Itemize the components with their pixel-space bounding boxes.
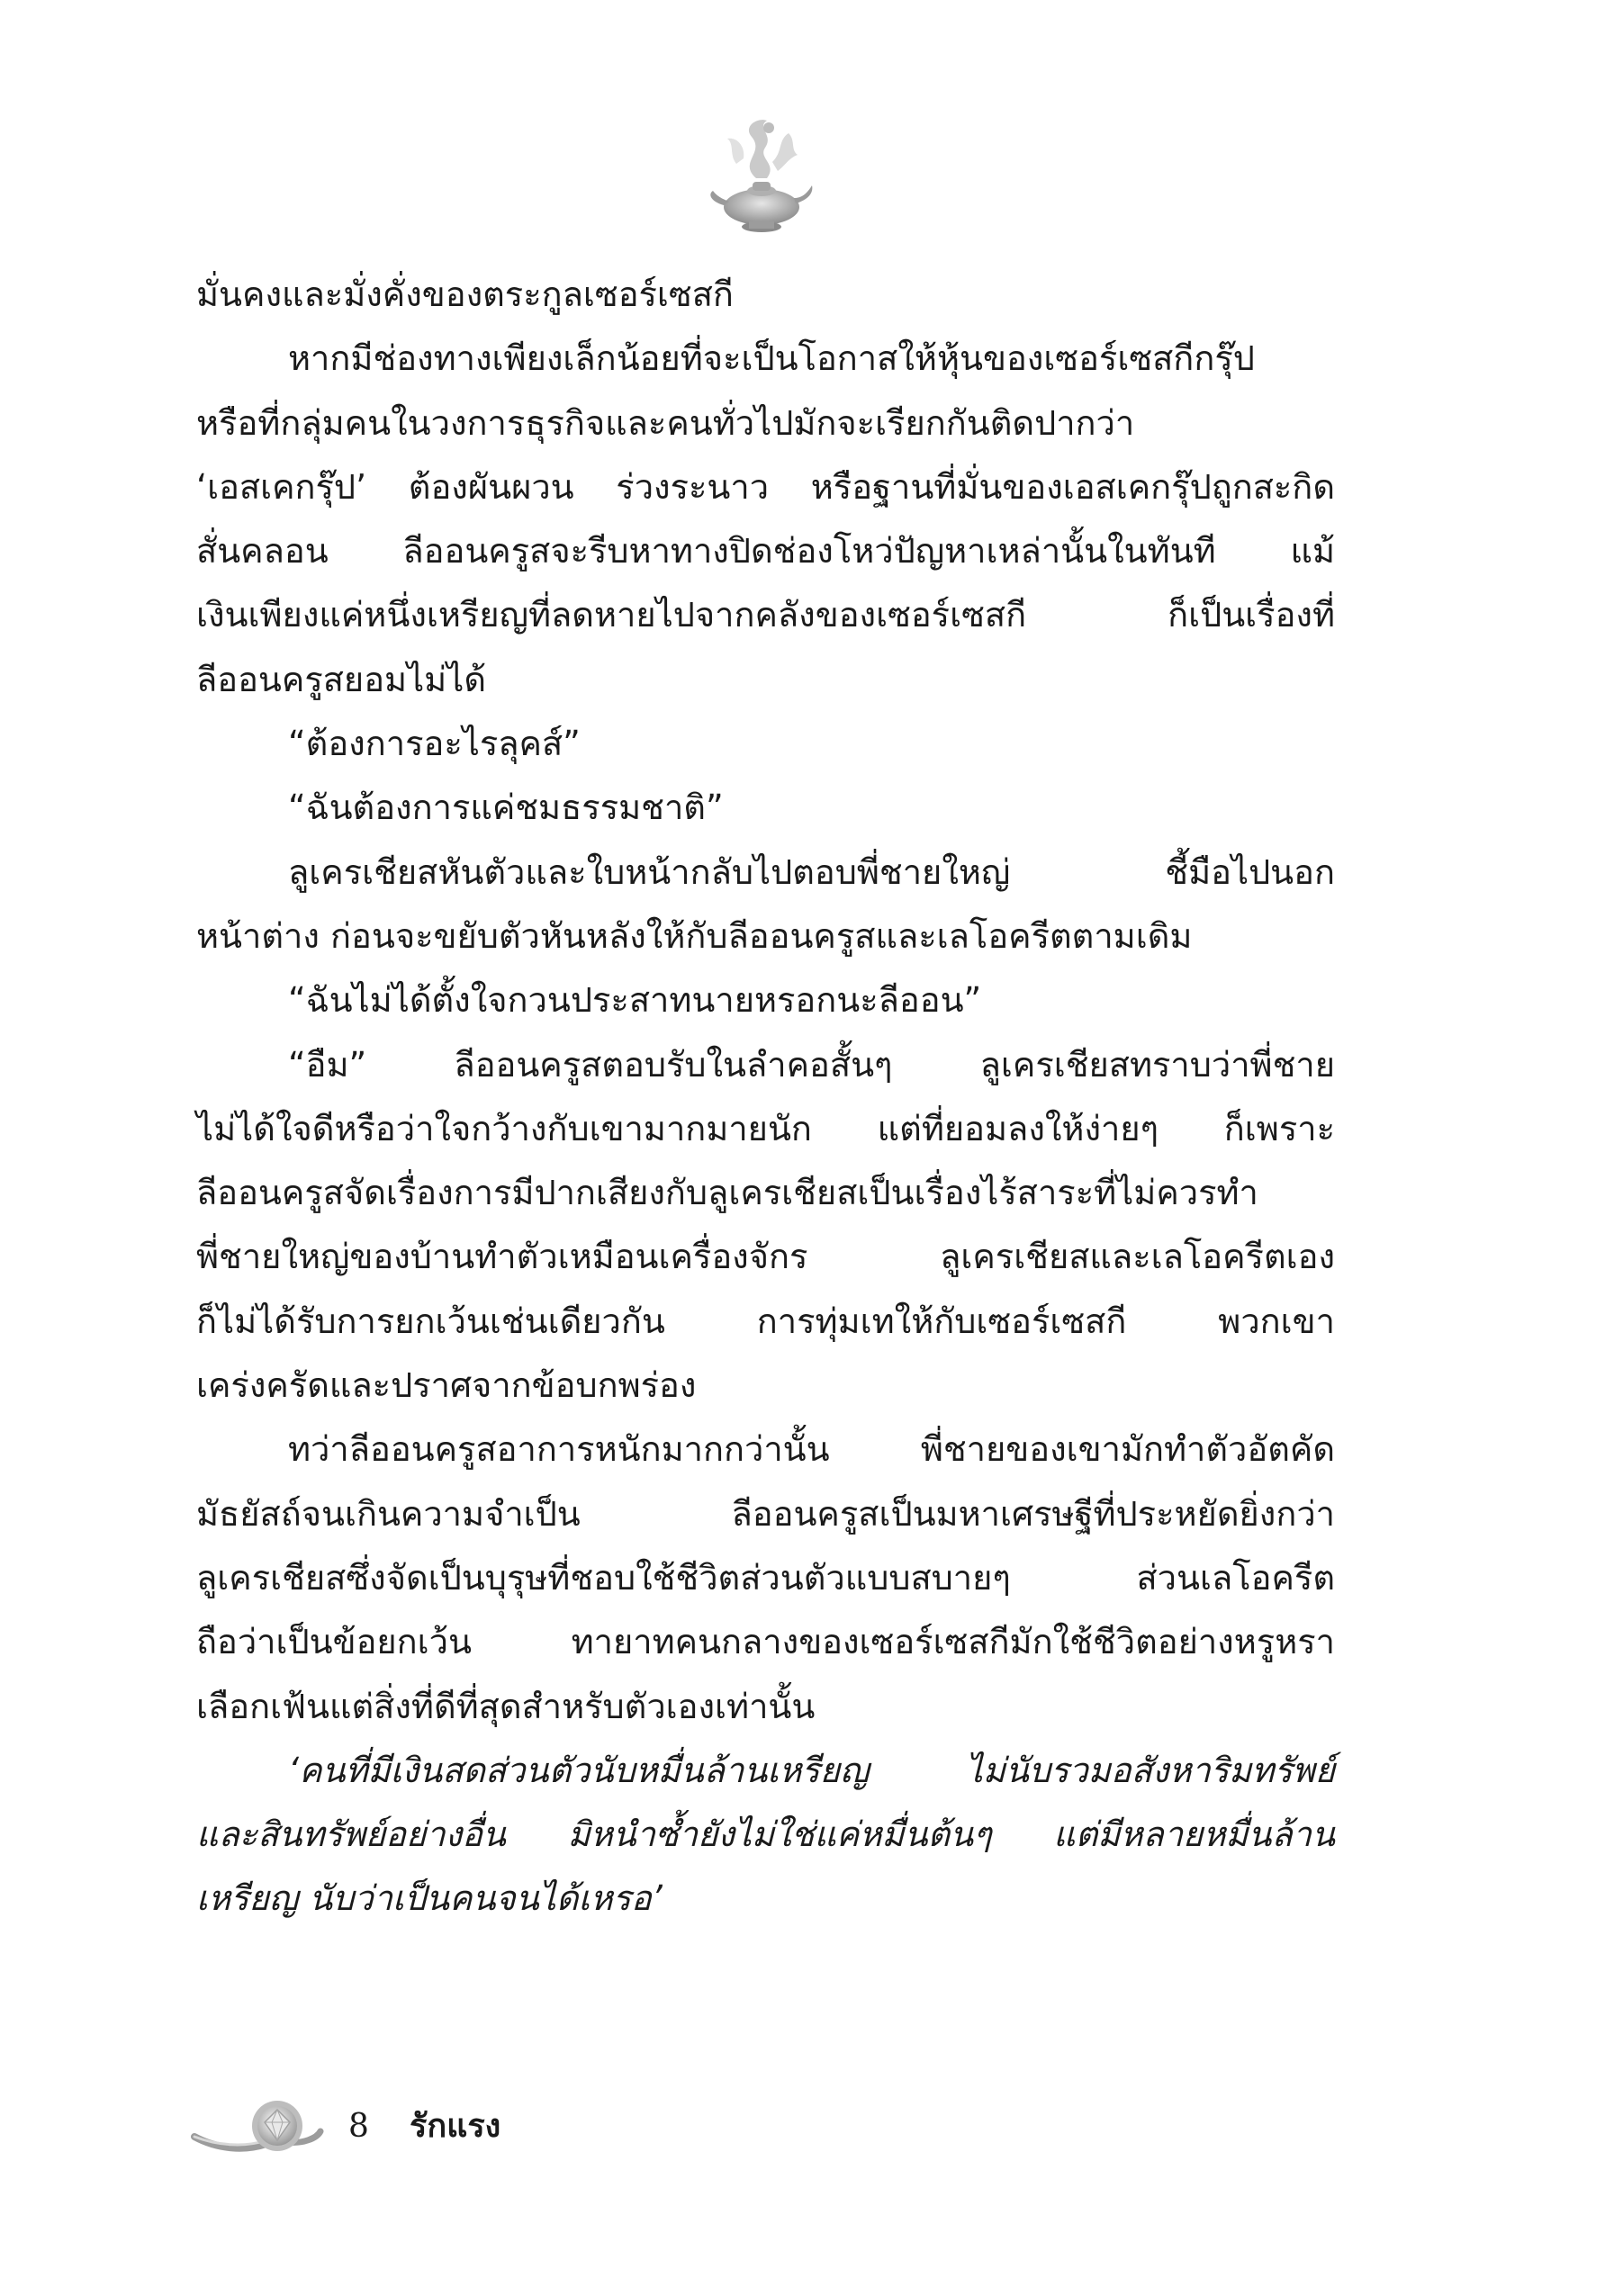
paragraph-line: ลูเครเชียสซึ่งจัดเป็นบุรุษที่ชอบใช้ชีวิตส่วนตัวแบบสบายๆ ส่วนเลโอครีต: [196, 1557, 1335, 1598]
paragraph-line: ‘เอสเคกรุ๊ป’ ต้องผันผวน ร่วงระนาว หรือฐานที่มั่นของเอสเคกรุ๊ปถูกสะกิด: [196, 466, 1335, 507]
genie-lamp-icon: [702, 108, 819, 243]
paragraph-line: หากมีช่องทางเพียงเล็กน้อยที่จะเป็นโอกาสให้หุ้นของเซอร์เซสกีกรุ๊ป: [288, 338, 1255, 379]
page-footer: [191, 2097, 731, 2160]
paragraph-line: เงินเพียงแค่หนึ่งเหรียญที่ลดหายไปจากคลังของเซอร์เซสกี ก็เป็นเรื่องที่: [196, 595, 1335, 635]
paragraph-line: ทว่าลีออนครูสอาการหนักมากกว่านั้น พี่ชายของเขามักทำตัวอัตคัด: [288, 1429, 1335, 1470]
dialogue-line: “ต้องการอะไรลุคส์”: [288, 724, 581, 764]
page-number: 8: [348, 2108, 369, 2145]
paragraph-line: มั่นคงและมั่งคั่งของตระกูลเซอร์เซสกี: [196, 275, 734, 314]
paragraph-line: หน้าต่าง ก่อนจะขยับตัวหันหลังให้กับลีออนครูสและเลโอครีตตามเดิม: [196, 915, 1193, 956]
body-text: [196, 263, 1335, 1931]
paragraph-line: มัธยัสถ์จนเกินความจำเป็น ลีออนครูสเป็นมหาเศรษฐีที่ประหยัดยิ่งกว่า: [196, 1493, 1335, 1534]
thought-line: เหรียญ นับว่าเป็นคนจนได้เหรอ’: [196, 1878, 663, 1919]
paragraph-line: ลูเครเชียสหันตัวและใบหน้ากลับไปตอบพี่ชายใหญ่ ชี้มือไปนอก: [288, 851, 1335, 892]
paragraph-line: “อืม” ลีออนครูสตอบรับในลำคอสั้นๆ ลูเครเชียสทราบว่าพี่ชาย: [288, 1044, 1335, 1085]
dialogue-line: “ฉันไม่ได้ตั้งใจกวนประสาทนายหรอกนะลีออน”: [288, 980, 982, 1021]
paragraph-line: พี่ชายใหญ่ของบ้านทำตัวเหมือนเครื่องจักร ลูเครเชียสและเลโอครีตเอง: [196, 1237, 1335, 1277]
paragraph-line: ลีออนครูสยอมไม่ได้: [196, 659, 487, 699]
paragraph-line: ลีออนครูสจัดเรื่องการมีปากเสียงกับลูเครเชียสเป็นเรื่องไร้สาระที่ไม่ควรทำ: [196, 1173, 1258, 1213]
thought-line: และสินทรัพย์อย่างอื่น มิหนำซ้ำยังไม่ใช่แค่หมื่นต้นๆ แต่มีหลายหมื่นล้าน: [196, 1814, 1335, 1855]
paragraph-line: เลือกเฟ้นแต่สิ่งที่ดีที่สุดสำหรับตัวเองเท่านั้น: [196, 1686, 816, 1726]
book-title: รักแรง: [410, 2108, 501, 2145]
paragraph-line: ถือว่าเป็นข้อยกเว้น ทายาทคนกลางของเซอร์เซสกีมักใช้ชีวิตอย่างหรูหรา: [196, 1622, 1335, 1662]
diamond-ring-icon: [191, 2097, 324, 2160]
paragraph-line: ไม่ได้ใจดีหรือว่าใจกว้างกับเขามากมายนัก แต่ที่ยอมลงให้ง่ายๆ ก็เพราะ: [196, 1108, 1335, 1148]
paragraph-line: เคร่งครัดและปราศจากข้อบกพร่อง: [196, 1365, 697, 1406]
dialogue-line: “ฉันต้องการแค่ชมธรรมชาติ”: [288, 788, 724, 828]
thought-line: ‘คนที่มีเงินสดส่วนตัวนับหมื่นล้านเหรียญ ไม่นับรวมอสังหาริมทรัพย์: [288, 1750, 1335, 1790]
paragraph-line: ก็ไม่ได้รับการยกเว้นเช่นเดียวกัน การทุ่มเทให้กับเซอร์เซสกี พวกเขา: [196, 1301, 1335, 1341]
paragraph-line: หรือที่กลุ่มคนในวงการธุรกิจและคนทั่วไปมักจะเรียกกันติดปากว่า: [196, 402, 1135, 443]
paragraph-line: สั่นคลอน ลีออนครูสจะรีบหาทางปิดช่องโหว่ปัญหาเหล่านั้นในทันที แม้: [196, 531, 1335, 572]
